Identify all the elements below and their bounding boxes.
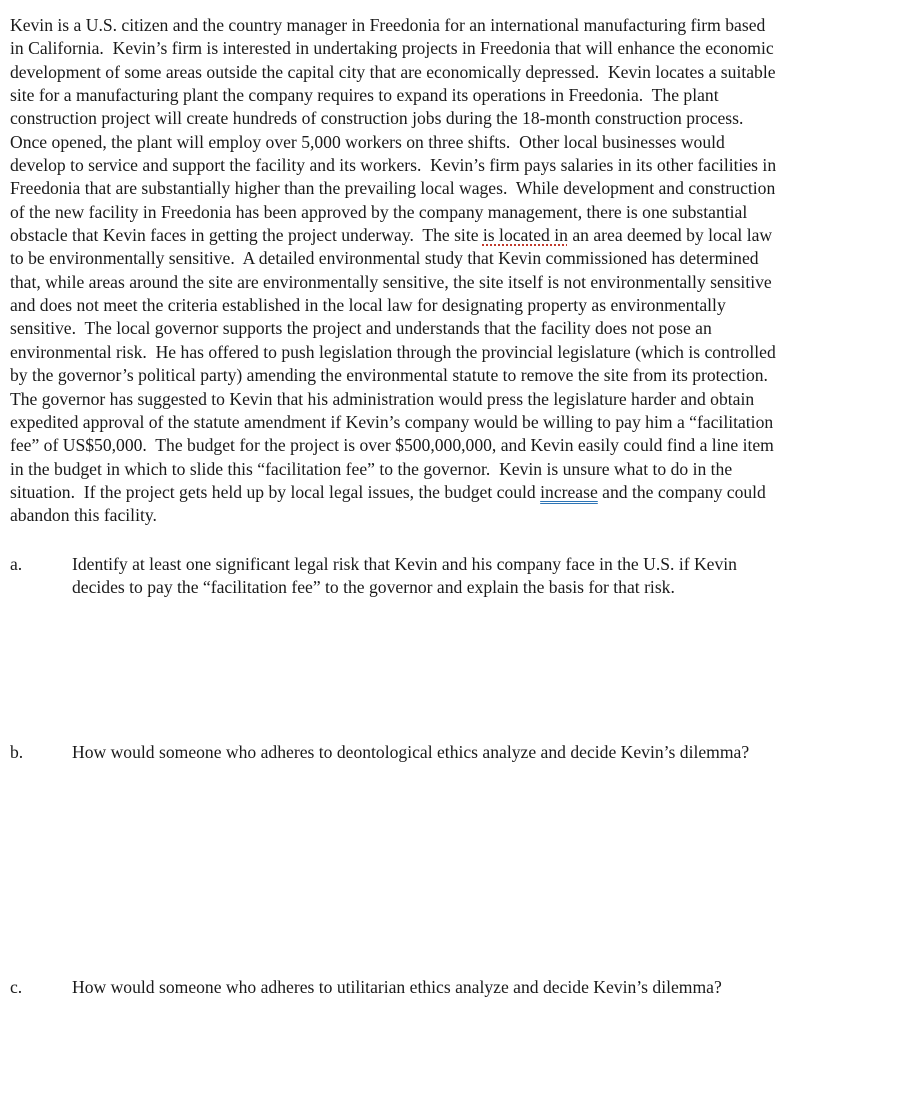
passage-line — [10, 224, 890, 247]
passage-line — [10, 294, 890, 317]
question-a-line: decides to pay the “facilitation fee” to the governor and explain the basis for that risk. — [72, 577, 675, 598]
passage-line — [10, 434, 890, 457]
passage-line — [10, 271, 890, 294]
passage-line — [10, 61, 890, 84]
question-b-label: b. — [10, 742, 24, 762]
passage-paragraph — [10, 14, 890, 528]
passage-text: and does not meet the criteria established in the local law for designating property as environmentally — [10, 295, 726, 316]
question-c-line: How would someone who adheres to utilitarian ethics analyze and decide Kevin’s dilemma? — [72, 977, 722, 997]
passage-line — [10, 341, 890, 364]
passage-text: situation. If the project gets held up by local legal issues, the budget could — [10, 481, 541, 502]
grammar-flagged-phrase: is located in — [482, 225, 568, 246]
passage-text: construction project will create hundreds of construction jobs during the 18-month construction process. — [10, 108, 744, 129]
passage-text: expedited approval of the statute amendment if Kevin’s company would be willing to pay him a “facilitation — [10, 411, 774, 432]
case-passage — [10, 14, 890, 528]
question-b-line: How would someone who adheres to deontological ethics analyze and decide Kevin’s dilemma? — [72, 742, 750, 762]
passage-text: environmental risk. He has offered to push legislation through the provincial legislature (which is controlled — [10, 341, 776, 362]
passage-text: The governor has suggested to Kevin that his administration would press the legislature harder and obtain — [10, 388, 755, 409]
passage-text: abandon this facility. — [10, 505, 157, 526]
passage-line — [10, 107, 890, 130]
passage-text: by the governor’s political party) amending the environmental statute to remove the site from its protection. — [10, 365, 768, 386]
passage-text: Kevin is a U.S. citizen and the country manager in Freedonia for an international manufacturing firm based — [10, 15, 766, 35]
passage-text: development of some areas outside the capital city that are economically depressed. Kevin locates a suitable — [10, 61, 776, 82]
passage-line — [10, 154, 890, 177]
passage-text: Once opened, the plant will employ over 5,000 workers on three shifts. Other local businesses would — [10, 131, 725, 152]
passage-line — [10, 388, 890, 411]
passage-line — [10, 504, 890, 527]
passage-text: obstacle that Kevin faces in getting the project underway. The site — [10, 225, 483, 246]
passage-text: fee” of US$50,000. The budget for the project is over $500,000,000, and Kevin easily could find a line item — [10, 435, 774, 456]
passage-line — [10, 131, 890, 154]
passage-text: sensitive. The local governor supports the project and understands that the facility does not pose an — [10, 318, 712, 339]
question-b-text — [72, 741, 892, 764]
passage-line — [10, 481, 890, 504]
passage-line — [10, 458, 890, 481]
passage-text: and the company could — [597, 481, 766, 502]
passage-text: of the new facility in Freedonia has been approved by the company management, there is one substantial — [10, 201, 748, 222]
passage-text: an area deemed by local law — [567, 225, 773, 246]
question-c-label: c. — [10, 977, 23, 997]
passage-line — [10, 411, 890, 434]
passage-line — [10, 201, 890, 224]
passage-line — [10, 317, 890, 340]
passage-line — [10, 14, 890, 37]
passage-text: develop to service and support the facility and its workers. Kevin’s firm pays salaries in its other facilities in — [10, 155, 777, 176]
grammar-flagged-word: increase — [540, 481, 598, 502]
passage-line — [10, 247, 890, 270]
passage-text: to be environmentally sensitive. A detailed environmental study that Kevin commissioned has determined — [10, 248, 759, 269]
passage-text: that, while areas around the site are environmentally sensitive, the site itself is not environmentally sensitive — [10, 271, 772, 292]
passage-line — [10, 177, 890, 200]
passage-text: in the budget in which to slide this “facilitation fee” to the governor. Kevin is unsure what to do in the — [10, 458, 733, 479]
passage-line — [10, 84, 890, 107]
passage-text: Freedonia that are substantially higher than the prevailing local wages. While development and construction — [10, 178, 776, 199]
passage-line — [10, 364, 890, 387]
question-a-label: a. — [10, 554, 23, 574]
passage-line — [10, 37, 890, 60]
question-c-text — [72, 976, 892, 999]
passage-text: site for a manufacturing plant the company requires to expand its operations in Freedonia. The plant — [10, 85, 719, 106]
passage-text: in California. Kevin’s firm is interested in undertaking projects in Freedonia that will enhance the economic — [10, 38, 774, 59]
question-a-text — [72, 553, 892, 600]
question-a-line: Identify at least one significant legal risk that Kevin and his company face in the U.S. if Kevin — [72, 554, 737, 574]
